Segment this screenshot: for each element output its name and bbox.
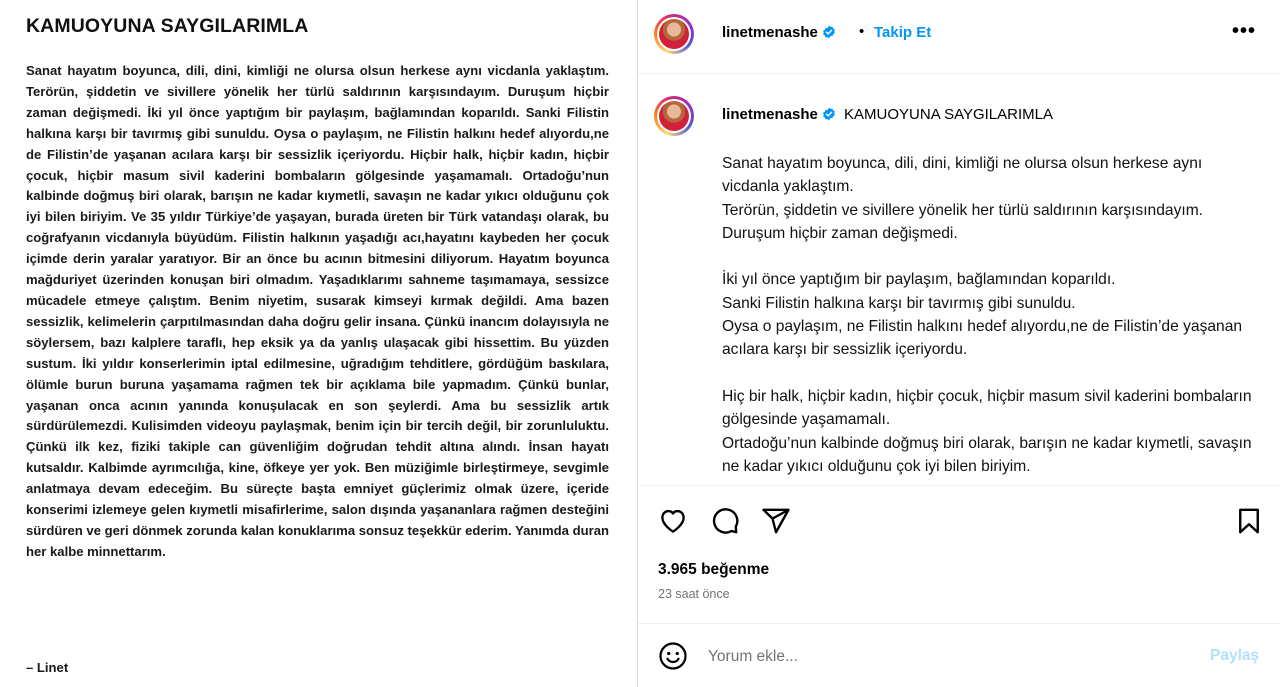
statement-signature: – Linet (26, 660, 69, 675)
caption-title: KAMUOYUNA SAYGILARIMLA (844, 106, 1053, 123)
caption-text: Sanat hayatım boyunca, dili, dini, kimliği ne olursa olsun herkese aynı vicdanla yaklaştım. Terörün, şiddetin ve sivillere yönelik her türlü saldırının karşısındayım. Duruşum hiçbir zaman değişmedi. İki yıl önce yaptığım bir paylaşım, bağlamından koparıldı. Sanki Filistin halkına karşı bir tavırmış gibi sunuldu. Oysa o paylaşım, ne Filistin halkını hedef alıyordu,ne de Filistin’de yaşanan acılara karşı bir sessizlik içeriyordu. Hiç bir halk, hiçbir kadın, hiçbir çocuk, hiçbir masum sivil kaderini bombaların gölgesinde yaşamamalı. Ortadoğu’nun kalbinde doğmuş biri olarak, barışın ne kadar kıymetli, savaşın ne kadar yıkıcı olduğunu çok iyi bilen biriyim. (722, 155, 1252, 475)
like-button[interactable] (658, 506, 688, 536)
post-timestamp[interactable]: 23 saat önce (658, 587, 730, 601)
header-username-text: linetmenashe (722, 24, 818, 41)
caption-header (722, 106, 1053, 123)
share-button[interactable] (761, 506, 791, 536)
caption-username-link[interactable]: linetmenashe (722, 106, 818, 123)
post-comment-button[interactable]: Paylaş (1210, 647, 1260, 664)
likes-count[interactable]: 3.965 beğenme (658, 561, 770, 578)
save-button[interactable] (1234, 506, 1264, 536)
follow-button[interactable]: Takip Et (874, 24, 932, 41)
header-username-link[interactable] (722, 24, 836, 41)
post-image-statement (0, 0, 637, 687)
comment-button[interactable] (710, 506, 740, 536)
header-avatar[interactable] (654, 14, 694, 54)
actions-divider (638, 485, 1280, 486)
comment-icon (710, 506, 740, 536)
header-dot-separator: • (859, 23, 865, 40)
share-icon (761, 506, 791, 536)
statement-body: Sanat hayatım boyunca, dili, dini, kimliği ne olursa olsun herkese aynı vicdanla yaklaştım. Terörün, şiddetin ve sivillere yönelik her türlü saldırının karşısındayım. Duruşum hiçbir zaman değişmedi. İki yıl önce yaptığım bir paylaşım, bağlamından koparıldı. Sanki Filistin halkına karşı bir tavırmış gibi sunuldu. Oysa o paylaşım, ne Filistin halkını hedef alıyordu,ne de Filistin’de yaşanan acılara karşı bir sessizlik içeriyordu. Hiçbir halk, hiçbir kadın, hiçbir çocuk, hiçbir masum sivil kaderini bombaların gölgesinde yaşamamalı. Ortadoğu’nun kalbinde doğmuş biri olarak, barışın ne kadar kıymetli, savaşın ne kadar yıkıcı olduğunu çok iyi bilen biriyim. Ve 35 yıldır Türkiye’de yaşayan, burada üreten bir Türk vatandaşı olarak, bu coğrafyanın vicdanıyla büyüdüm. Filistin halkının yaşadığı acı,hayatını kaybeden her çocuk içimde derin yaralar yaratıyor. Bir an önce bu acının bitmesini diliyorum. Hayatım boyunca mağduriyet üzerinden konuşan biri olmadım. Yaşadıklarımı sahneme taşımamaya, sessizce mücadele etmeye çalıştım. Benim niyetim, susarak kimseyi kırmak değildi. Ama bazen sessizlik, kelimelerin çarpıtılmasından daha doğru gelir insana. Çünkü inancım dolayısıyla ne söylersem, bazı kalplere taraflı, hep eksik ya da yanlış ulaşacak gibi hissettim. Bu yüzden sustum. İki yıldır konserlerimin iptal edilmesine, uğradığım tehditlere, gördüğüm baskılara, ölümle burun buruna yaşamama rağmen tek bir açıklama bile yapmadım. Çünkü bunlar, yaşanan onca acının yanında konuşulacak en son şeylerdi. Ama bu sessizlik artık sürdürülemezdi. Kulisimden videoyu paylaşmak, benim için bir tercih değil, bir zorunluluktu. Çünkü ilk kez, fiziki takiple can güvenliğim doğrudan tehdit altına alındı. İnsan hayatı kutsaldır. Kalbimde ayrımcılığa, kine, öfkeye yer yok. Ben müziğimle birleştirmeye, sevgimle anlatmaya devam edeceğim. Bu süreçte başta emniyet güçlerimiz olmak üzere, içeride konserimi izlemeye gelen kıymetli misafirlerime, salon dışında yaşananlara rağmen desteğini sürdüren ve geri dönmek zorunda kalan konuklarıma sonsuz teşekkür ederim. Yanımda duran her kalbe minnettarım. (26, 63, 609, 559)
caption-avatar[interactable] (654, 96, 694, 136)
more-options-button[interactable]: ••• (1232, 20, 1257, 42)
bookmark-icon (1234, 506, 1264, 536)
comment-input[interactable] (708, 645, 1188, 669)
comment-divider (638, 623, 1280, 624)
statement-title: KAMUOYUNA SAYGILARIMLA (26, 15, 309, 37)
emoji-icon (658, 641, 688, 671)
emoji-button[interactable] (658, 641, 688, 671)
post-side-panel (638, 0, 1280, 687)
caption-area[interactable] (638, 74, 1280, 485)
verified-badge-icon (822, 25, 836, 39)
heart-icon (658, 506, 688, 536)
verified-badge-icon (822, 107, 836, 121)
